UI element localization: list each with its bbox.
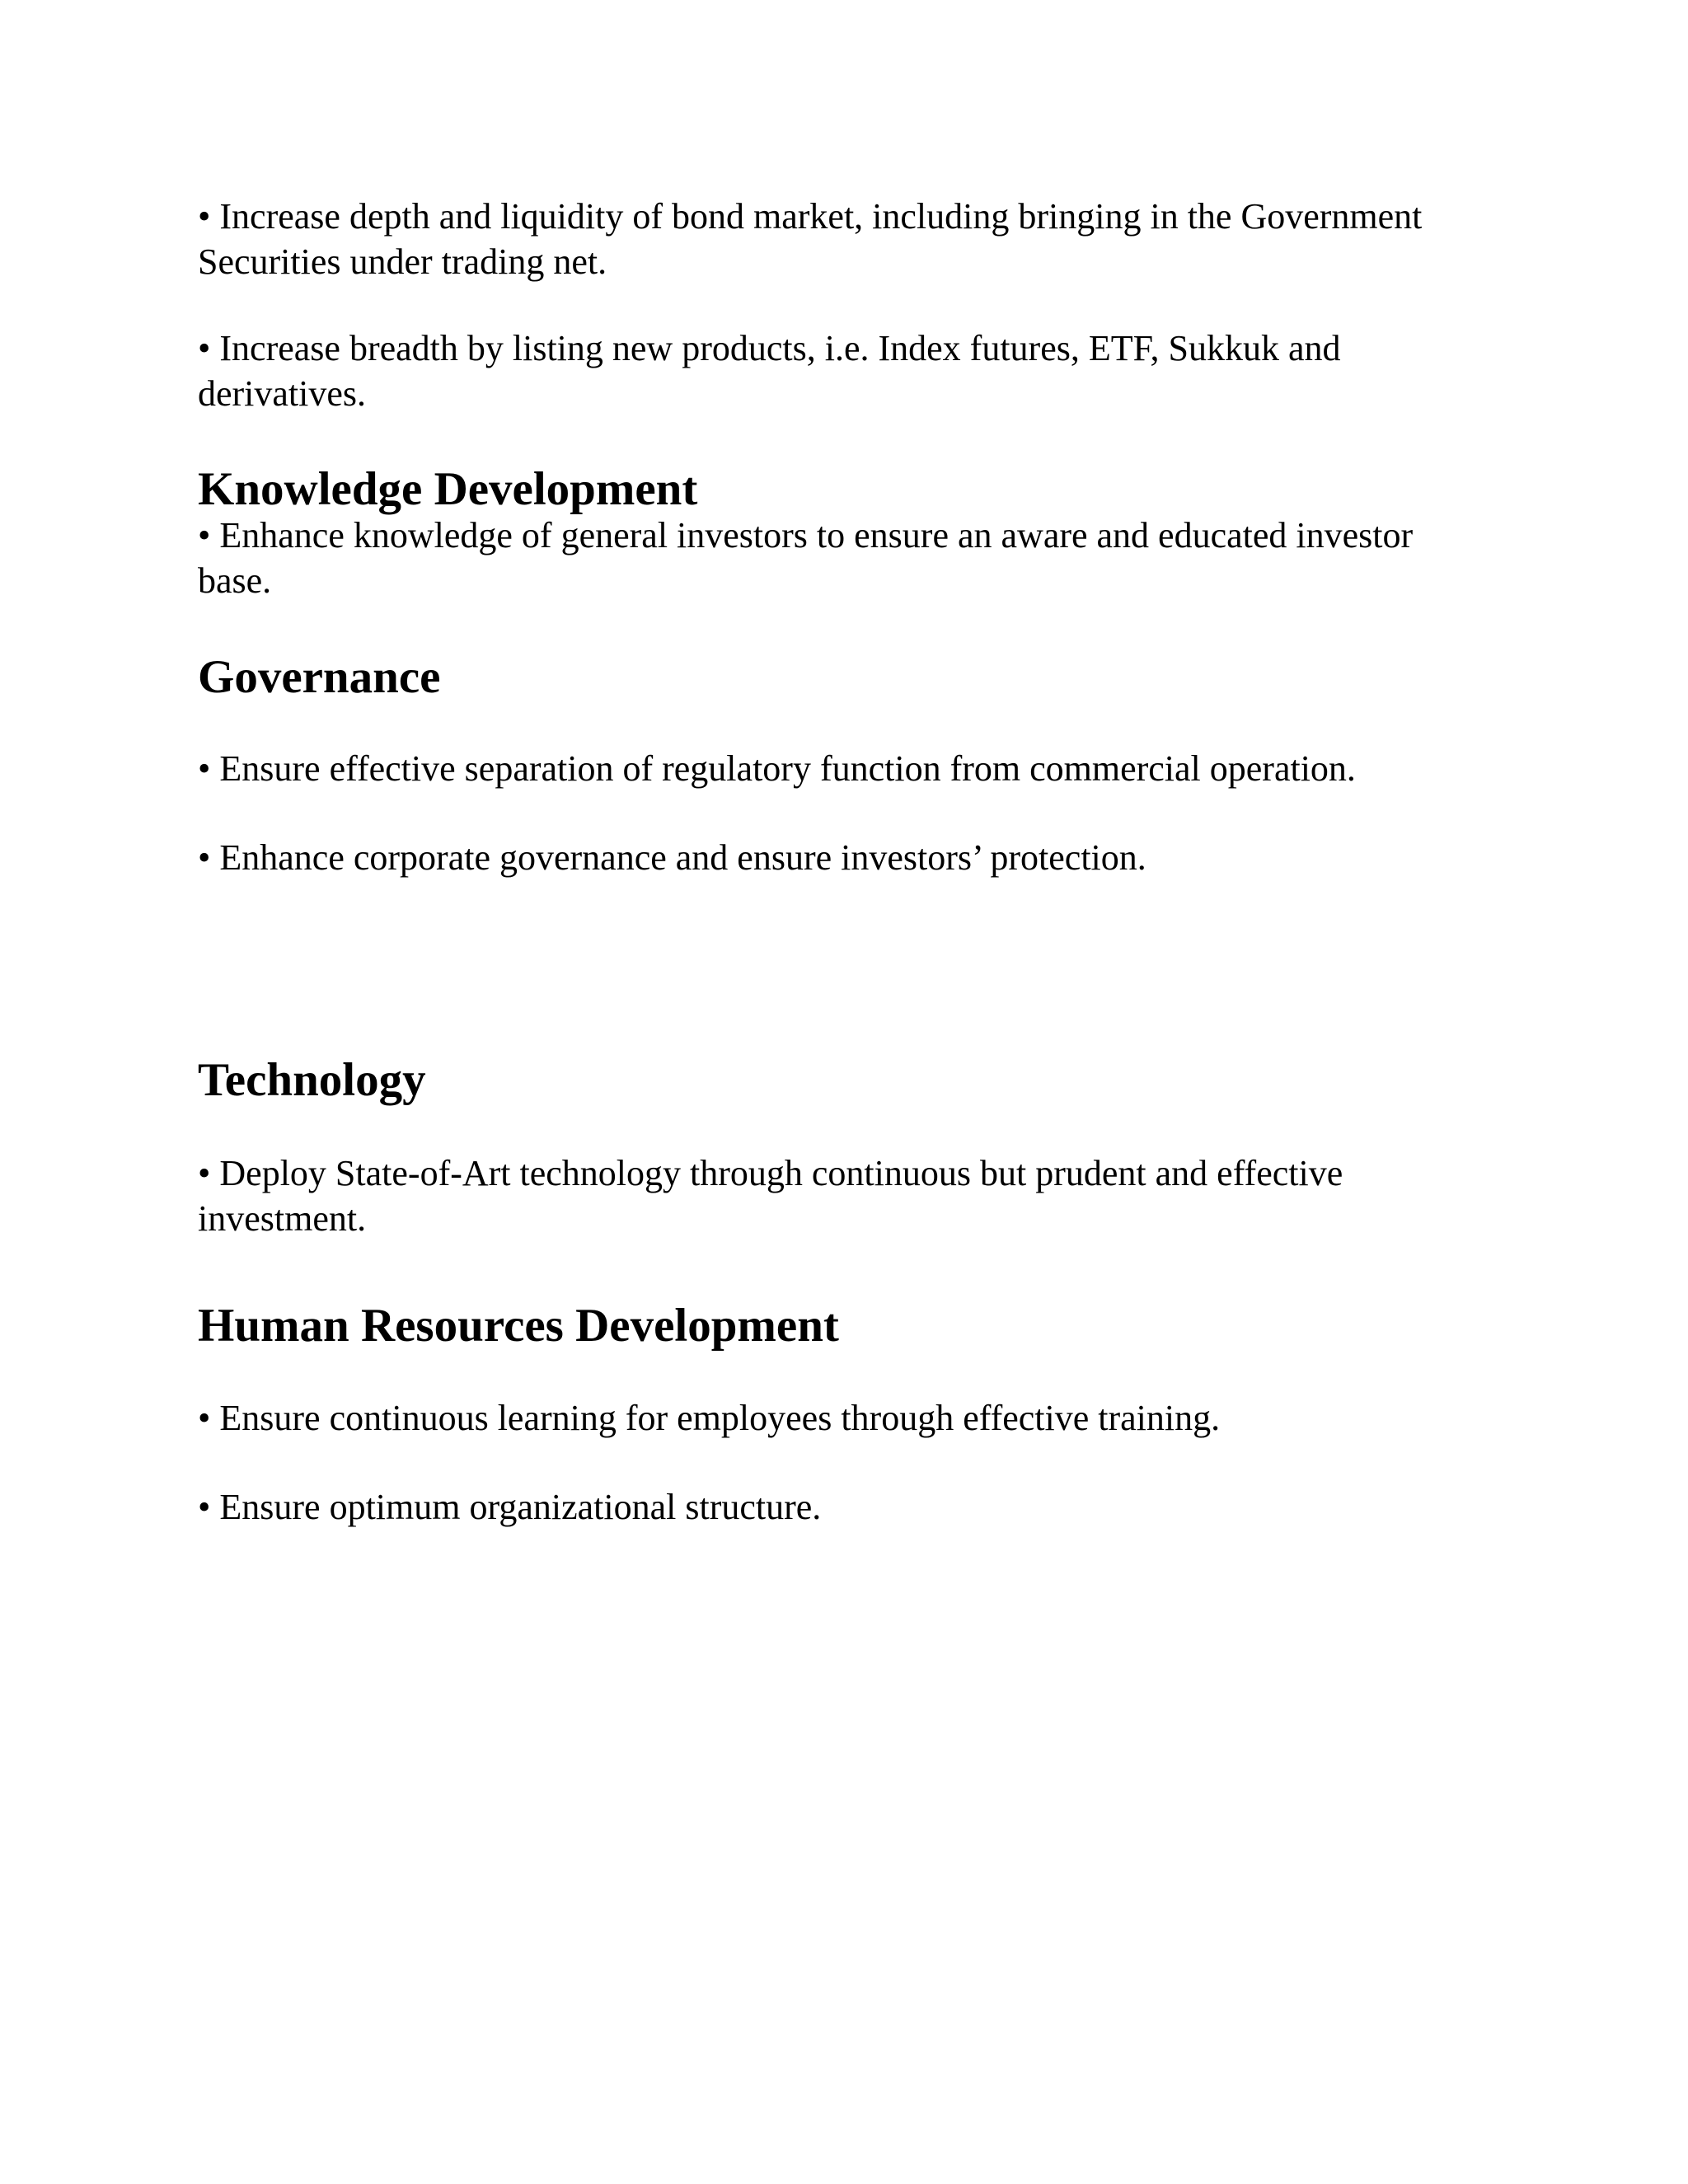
bullet-corporate-governance: • Enhance corporate governance and ensure investors’ protection. [198,837,1146,878]
heading-human-resources-development: Human Resources Development [198,1300,839,1352]
document-page [198,0,1484,2184]
bullet-organizational-structure: • Ensure optimum organizational structure. [198,1487,822,1527]
bullet-investor-knowledge: • Enhance knowledge of general investors to ensure an aware and educated investor base. [198,515,1414,601]
heading-governance: Governance [198,651,441,703]
heading-knowledge-development: Knowledge Development [198,463,698,515]
bullet-bond-market-depth: • Increase depth and liquidity of bond market, including bringing in the Government Securities under trading net. [198,196,1423,282]
bullet-new-products: • Increase breadth by listing new products, i.e. Index futures, ETF, Sukkuk and derivatives. [198,328,1341,414]
bullet-state-of-art-technology: • Deploy State-of-Art technology through continuous but prudent and effective investment. [198,1153,1343,1239]
bullet-continuous-learning: • Ensure continuous learning for employees through effective training. [198,1398,1221,1438]
bullet-separation-regulatory: • Ensure effective separation of regulatory function from commercial operation. [198,748,1356,789]
heading-technology: Technology [198,1054,426,1106]
